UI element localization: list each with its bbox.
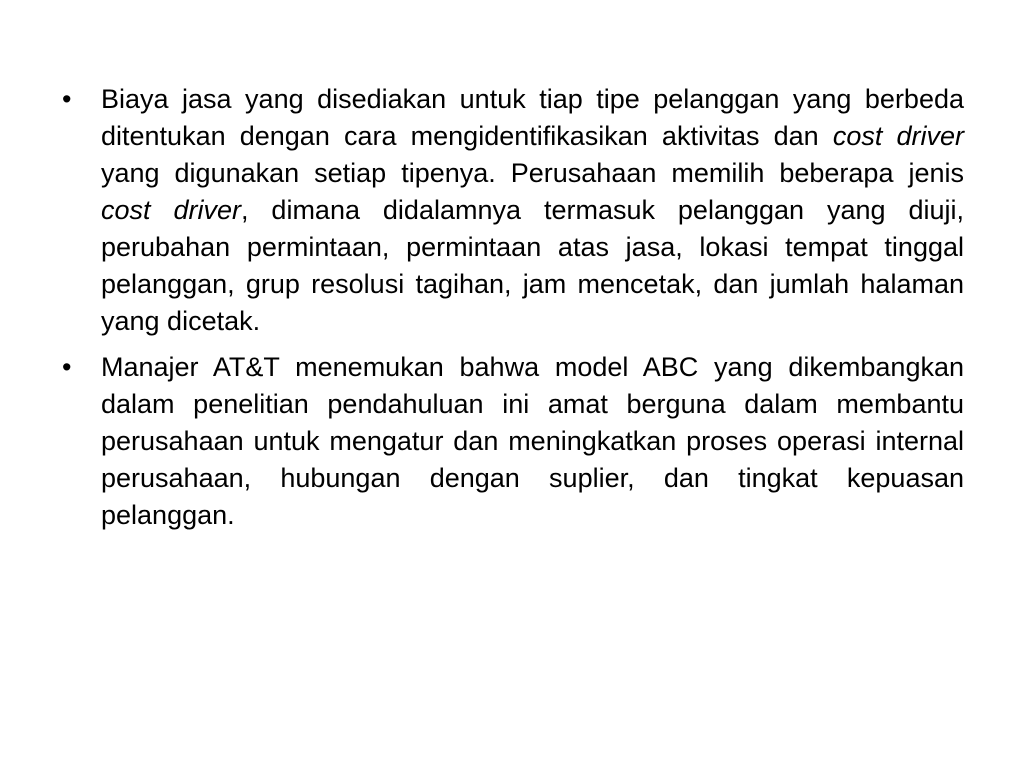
bullet-item — [62, 81, 964, 340]
bullet-text-italic: cost driver — [101, 195, 241, 225]
bullet-item — [62, 349, 964, 534]
bullet-text-segment: Manajer AT&T menemukan bahwa model ABC yang dikembangkan dalam penelitian pendahuluan ini amat berguna dalam membantu perusahaan untuk mengatur dan meningkatkan proses operasi internal perusahaan, hubungan dengan suplier, dan tingkat kepuasan pelanggan. — [101, 352, 964, 530]
bullet-text-segment: , dimana didalamnya termasuk pelanggan yang diuji, perubahan permintaan, permintaan atas jasa, lokasi tempat tinggal pelanggan, grup resolusi tagihan, jam mencetak, dan jumlah halaman yang dicetak. — [101, 195, 964, 336]
bullet-text-italic: cost driver — [832, 121, 964, 151]
bullet-text-segment: Biaya jasa yang disediakan untuk tiap tipe pelanggan yang berbeda ditentukan dengan cara mengidentifikasikan aktivitas dan — [101, 84, 964, 151]
bullet-text-segment: yang digunakan setiap tipenya. Perusahaan memilih beberapa jenis — [101, 158, 964, 188]
bullet-marker: • — [62, 84, 72, 114]
bullet-marker: • — [62, 352, 72, 382]
bullet-list — [62, 81, 964, 543]
